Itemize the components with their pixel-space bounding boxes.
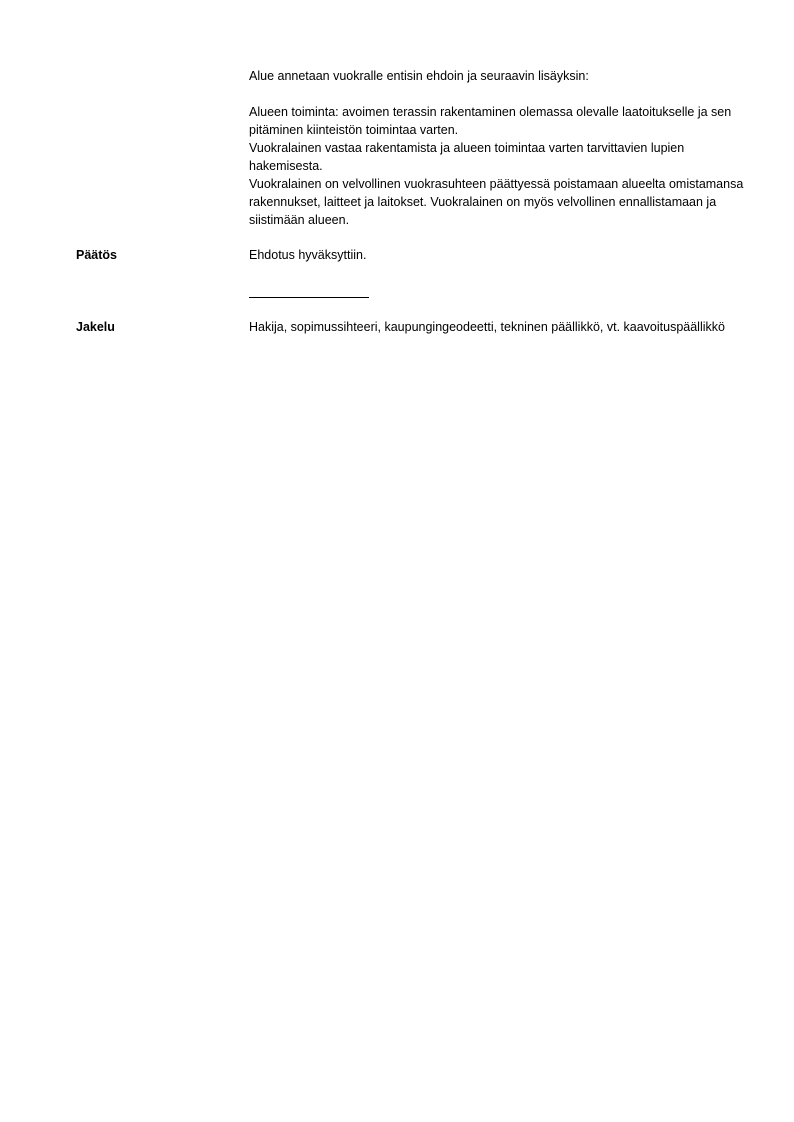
decision-label: Päätös xyxy=(76,248,117,262)
intro-text: Alue annetaan vuokralle entisin ehdoin ja seuraavin lisäyksin: xyxy=(249,69,589,83)
divider-line xyxy=(249,297,369,298)
condition-permits: Vuokralainen vastaa rakentamista ja alueen toimintaa varten tarvittavien lupien hakemisesta. xyxy=(249,141,685,173)
condition-activity: Alueen toiminta: avoimen terassin rakentaminen olemassa olevalle laatoitukselle ja sen pitäminen kiinteistön toimintaa varten. xyxy=(249,105,732,137)
conditions-block xyxy=(249,103,749,229)
decision-text: Ehdotus hyväksyttiin. xyxy=(249,248,367,262)
distribution-label: Jakelu xyxy=(76,320,115,334)
intro-paragraph xyxy=(249,67,749,85)
condition-removal: Vuokralainen on velvollinen vuokrasuhteen päättyessä poistamaan alueelta omistamansa rakennukset, laitteet ja laitokset. Vuokralainen on myös velvollinen ennallistamaan ja siistimään alueen. xyxy=(249,177,744,227)
distribution-text: Hakija, sopimussihteeri, kaupungingeodeetti, tekninen päällikkö, vt. kaavoituspäällikkö xyxy=(249,320,725,334)
